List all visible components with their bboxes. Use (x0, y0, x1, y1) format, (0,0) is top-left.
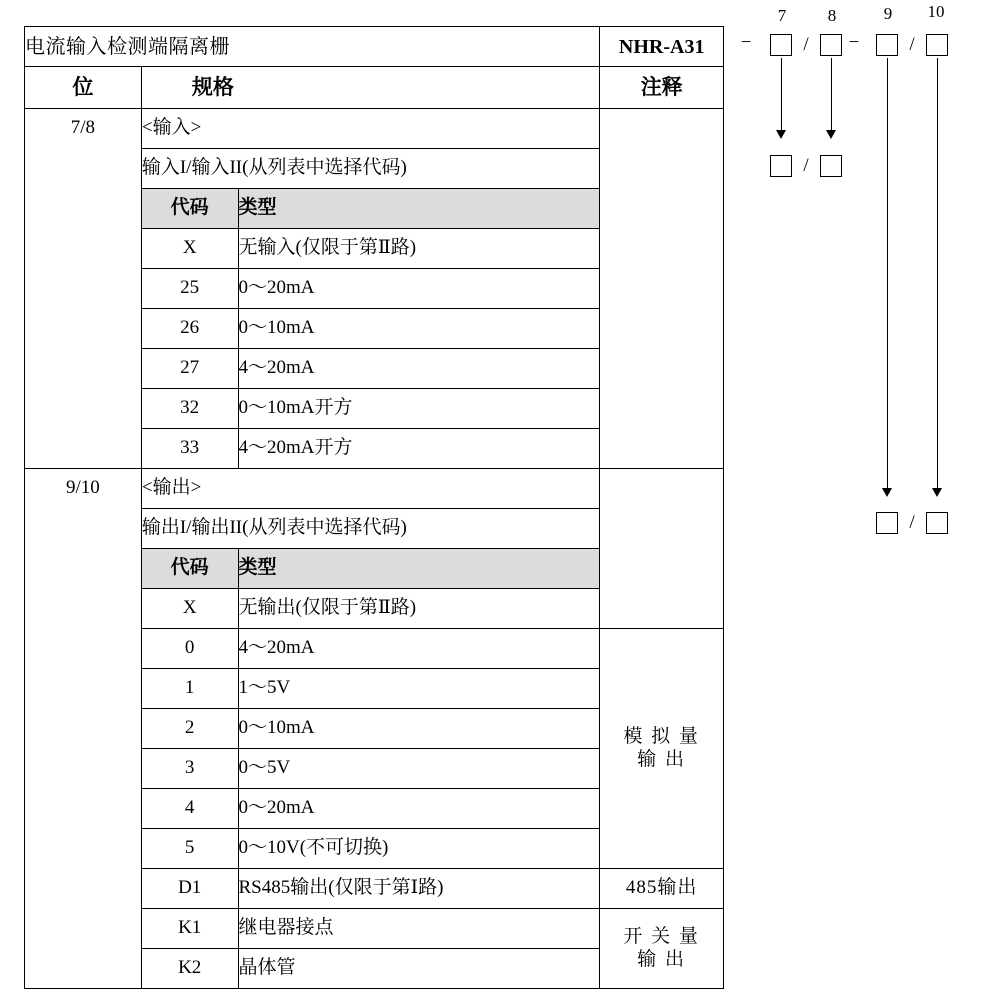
note-cell-input (600, 109, 724, 469)
note-analog-line1: 模 拟 量 (623, 725, 700, 747)
digit-label-8: 8 (827, 6, 837, 25)
code-cell: 3 (141, 749, 238, 789)
code-structure-diagram (730, 0, 990, 600)
type-cell: 继电器接点 (238, 909, 600, 949)
output-group-box-1[interactable] (876, 512, 898, 534)
note-cell-analog (600, 629, 724, 869)
subheader-code: 代码 (141, 549, 238, 589)
leader-arrow-9 (882, 488, 892, 497)
dash-separator-2: − (848, 32, 860, 53)
table-header-row (25, 67, 724, 109)
code-cell: 26 (141, 309, 238, 349)
note-switch-line2: 输 出 (637, 948, 687, 970)
code-box-8[interactable] (820, 34, 842, 56)
input-group-box-2[interactable] (820, 155, 842, 177)
section-position-output: 9/10 (25, 469, 142, 989)
type-cell: 0～10mA (238, 309, 600, 349)
subheader-type: 类型 (238, 549, 600, 589)
product-name: 电流输入检测端隔离栅 (25, 27, 600, 67)
output-group-box-2[interactable] (926, 512, 948, 534)
type-cell: 0～10V(不可切换) (238, 829, 600, 869)
digit-label-9: 9 (883, 4, 893, 23)
input-group-slash: / (803, 155, 809, 176)
table-row (25, 469, 724, 509)
leader-line-9 (887, 58, 888, 490)
type-cell: 4～20mA (238, 629, 600, 669)
slash-separator-2: / (909, 34, 915, 55)
output-group-slash: / (909, 512, 915, 533)
slash-separator-1: / (803, 34, 809, 55)
leader-line-8 (831, 58, 832, 132)
code-box-7[interactable] (770, 34, 792, 56)
subheader-code: 代码 (141, 189, 238, 229)
leader-arrow-10 (932, 488, 942, 497)
type-cell: 4～20mA (238, 349, 600, 389)
code-cell: 2 (141, 709, 238, 749)
specification-table (24, 26, 724, 989)
code-cell: X (141, 229, 238, 269)
code-cell: 32 (141, 389, 238, 429)
section-caption-output: <输出> (141, 469, 600, 509)
type-cell: 0～20mA (238, 789, 600, 829)
note-analog-line2: 输 出 (637, 748, 687, 770)
input-group-box-1[interactable] (770, 155, 792, 177)
header-note: 注释 (600, 67, 724, 109)
code-cell: 25 (141, 269, 238, 309)
leader-arrow-8 (826, 130, 836, 139)
dash-separator-1: − (740, 32, 752, 53)
leader-line-10 (937, 58, 938, 490)
code-cell: K1 (141, 909, 238, 949)
type-cell: 0～5V (238, 749, 600, 789)
header-position: 位 (25, 67, 142, 109)
code-cell: 4 (141, 789, 238, 829)
code-cell: 0 (141, 629, 238, 669)
type-cell: 0～20mA (238, 269, 600, 309)
code-cell: 33 (141, 429, 238, 469)
type-cell: 1～5V (238, 669, 600, 709)
section-instruction-output: 输出I/输出II(从列表中选择代码) (141, 509, 600, 549)
note-cell-rs485: 485输出 (600, 869, 724, 909)
leader-line-7 (781, 58, 782, 132)
section-position-input: 7/8 (25, 109, 142, 469)
code-box-10[interactable] (926, 34, 948, 56)
code-cell: 5 (141, 829, 238, 869)
type-cell: 无输入(仅限于第Ⅱ路) (238, 229, 600, 269)
table-row (25, 109, 724, 149)
note-cell-switch (600, 909, 724, 989)
note-cell-output-head (600, 469, 724, 629)
digit-label-7: 7 (777, 6, 787, 25)
header-spec: 规格 (141, 67, 600, 109)
type-cell: 晶体管 (238, 949, 600, 989)
type-cell: 4～20mA开方 (238, 429, 600, 469)
leader-arrow-7 (776, 130, 786, 139)
code-cell: 27 (141, 349, 238, 389)
subheader-type: 类型 (238, 189, 600, 229)
section-instruction-input: 输入I/输入II(从列表中选择代码) (141, 149, 600, 189)
type-cell: RS485输出(仅限于第Ⅰ路) (238, 869, 600, 909)
code-cell: X (141, 589, 238, 629)
type-cell: 0～10mA (238, 709, 600, 749)
digit-label-10: 10 (927, 2, 945, 21)
section-caption-input: <输入> (141, 109, 600, 149)
type-cell: 0～10mA开方 (238, 389, 600, 429)
code-cell: 1 (141, 669, 238, 709)
product-model: NHR-A31 (600, 27, 724, 67)
code-cell: K2 (141, 949, 238, 989)
code-box-9[interactable] (876, 34, 898, 56)
note-switch-line1: 开 关 量 (623, 925, 700, 947)
type-cell: 无输出(仅限于第Ⅱ路) (238, 589, 600, 629)
table-title-row (25, 27, 724, 67)
code-cell: D1 (141, 869, 238, 909)
